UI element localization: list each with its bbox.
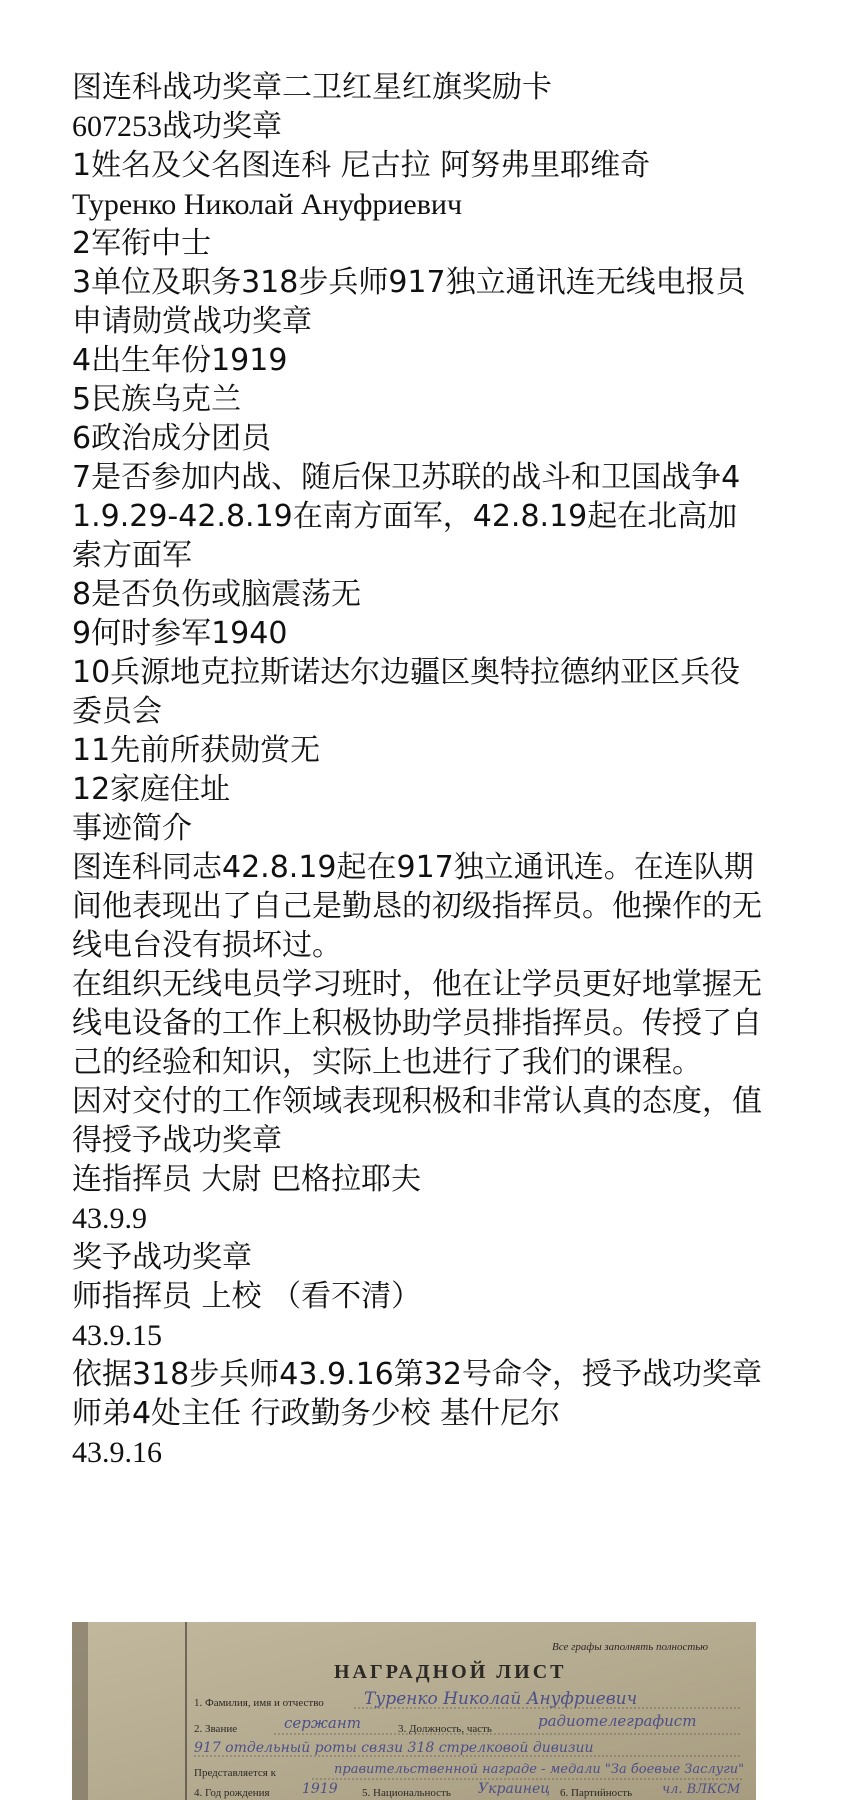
text-line: 43.9.15 (72, 1319, 162, 1352)
field-6-label: 6. Партийность (560, 1787, 633, 1799)
text-line: 依据318步兵师43.9.16第32号命令，授予战功奖章 (72, 1357, 762, 1392)
text-line: 1姓名及父名图连科 尼古拉 阿努弗里耶维奇 (72, 148, 651, 183)
field-3-value-2: 917 отдельный роты связи 318 стрелковой дивизии (194, 1740, 594, 1756)
field-1-value: Туренко Николай Ануфриевич (364, 1689, 638, 1709)
field-3-label: 3. Должность, часть (398, 1723, 492, 1735)
text-line: 图连科战功奖章二卫红星红旗奖励卡 (72, 70, 552, 105)
text-line: 12家庭住址 (72, 772, 231, 807)
corner-note: Все графы заполнять полностью (552, 1641, 709, 1653)
text-line: 事迹简介 (72, 811, 192, 846)
field-2-value: сержант (284, 1714, 361, 1732)
text-line: 8是否负伤或脑震荡无 (72, 577, 362, 612)
text-line: 图连科同志42.8.19起在917独立通讯连。在连队期间他表现出了自己是勤恳的初级指挥员。他操作的无线电台没有损坏过。 (72, 850, 762, 963)
field-6-value: чл. ВЛКСМ (662, 1782, 741, 1797)
text-line: 连指挥员 大尉 巴格拉耶夫 (72, 1162, 422, 1197)
text-line: Туренко Николай Ануфриевич (72, 188, 463, 221)
text-line: 师弟4处主任 行政勤务少校 基什尼尔 (72, 1396, 561, 1431)
sheet-heading: НАГРАДНОЙ ЛИСТ (334, 1661, 567, 1683)
text-line: 3单位及职务318步兵师917独立通讯连无线电报员 (72, 265, 746, 300)
field-1-label: 1. Фамилия, имя и отчество (194, 1697, 324, 1709)
text-line: 因对交付的工作领域表现积极和非常认真的态度，值得授予战功奖章 (72, 1084, 762, 1158)
field-3-value: радиотелеграфист (538, 1712, 697, 1730)
text-line: 师指挥员 上校 （看不清） (72, 1279, 422, 1314)
field-4-label: 4. Год рождения (194, 1787, 270, 1799)
text-line: 2军衔中士 (72, 226, 212, 261)
text-line: 6政治成分团员 (72, 421, 272, 456)
text-line: 607253战功奖章 (72, 110, 282, 143)
text-line: 5民族乌克兰 (72, 382, 242, 417)
field-5-label: 5. Национальность (362, 1787, 451, 1799)
text-line: 43.9.9 (72, 1202, 147, 1235)
text-line: 奖予战功奖章 (72, 1240, 252, 1275)
scan-svg (72, 1622, 756, 1800)
field-pred-label: Представляется к (194, 1767, 276, 1779)
text-line: 申请勋赏战功奖章 (72, 304, 312, 339)
text-line: 在组织无线电员学习班时，他在让学员更好地掌握无线电设备的工作上积极协助学员排指挥员。传授了自己的经验和知识，实际上也进行了我们的课程。 (72, 967, 762, 1080)
text-line: 43.9.16 (72, 1436, 162, 1469)
paper-edge (72, 1622, 88, 1800)
field-4-value: 1919 (302, 1781, 338, 1797)
field-2-label: 2. Звание (194, 1723, 238, 1735)
text-line: 11先前所获勋赏无 (72, 733, 321, 768)
field-5-value: Украинец (478, 1781, 551, 1797)
text-line: 7是否参加内战、随后保卫苏联的战斗和卫国战争41.9.29-42.8.19在南方面军，42.8.19起在北高加索方面军 (72, 460, 741, 573)
text-line: 10兵源地克拉斯诺达尔边疆区奥特拉德纳亚区兵役委员会 (72, 655, 741, 729)
text-line: 9何时参军1940 (72, 616, 288, 651)
award-sheet-scan (72, 1622, 756, 1800)
translation-text (72, 68, 762, 1472)
text-line: 4出生年份1919 (72, 343, 288, 378)
field-pred-value: правительственной награде - медали "За боевые Заслуги" (334, 1762, 745, 1777)
